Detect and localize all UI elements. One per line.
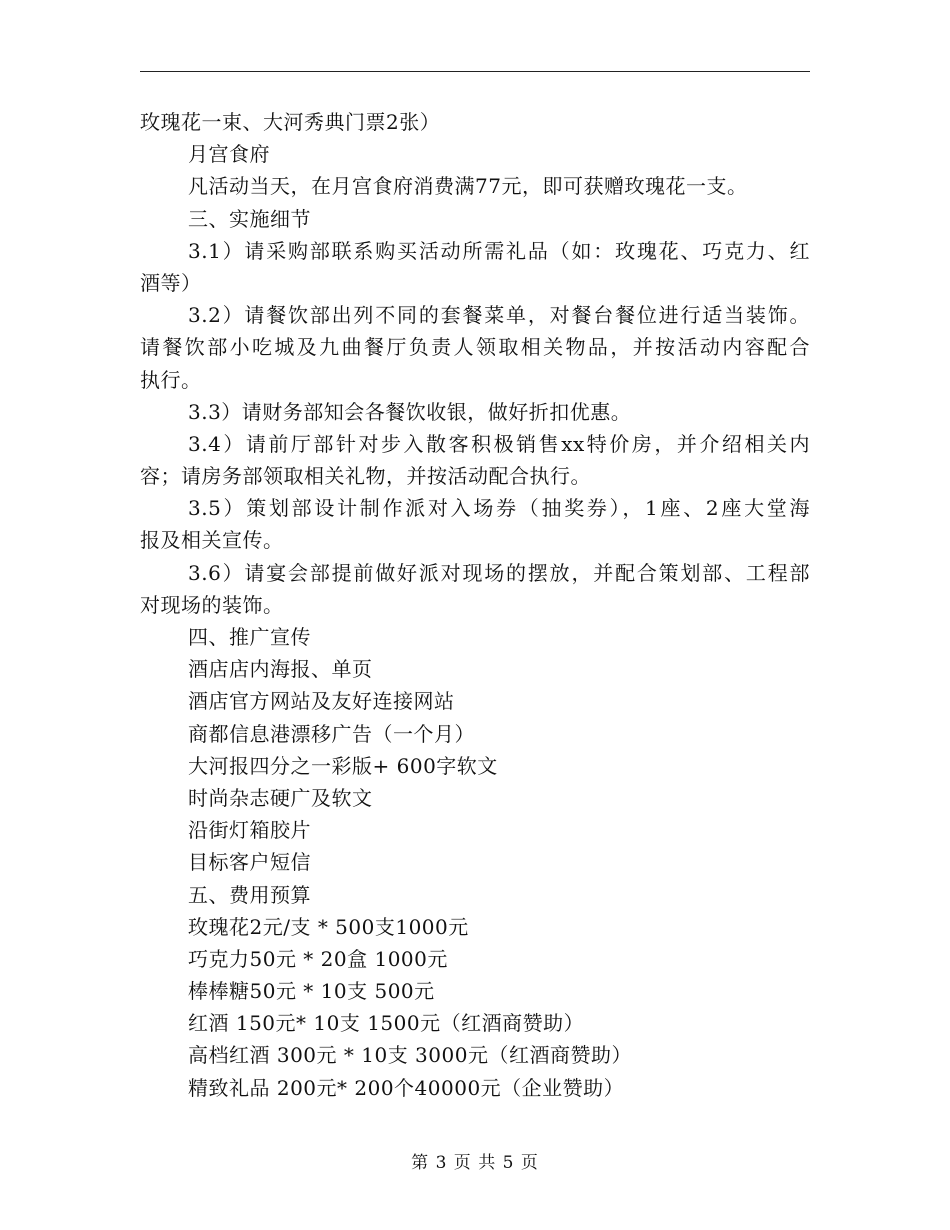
text-line: 3.2）请餐饮部出列不同的套餐菜单，对餐台餐位进行适当装饰。 [188,303,810,328]
text-line: 执行。 [140,367,202,392]
list-item: 目标客户短信 [188,850,311,875]
text-line: 容；请房务部领取相关礼物，并按活动配合执行。 [140,464,591,489]
text-line: 对现场的装饰。 [140,592,284,617]
text-line: 3.6）请宴会部提前做好派对现场的摆放，并配合策划部、工程部 [188,560,810,585]
list-item: 大河报四分之一彩版+ 600字软文 [188,753,498,778]
section-heading: 五、费用预算 [188,882,311,907]
list-item: 沿街灯箱胶片 [188,818,311,843]
list-item: 时尚杂志硬广及软文 [188,785,373,810]
budget-item: 精致礼品 200元* 200个40000元（企业赞助） [188,1075,625,1100]
text-line: 凡活动当天，在月宫食府消费满77元，即可获赠玫瑰花一支。 [188,174,748,199]
section-heading: 三、实施细节 [188,206,311,231]
budget-item: 高档红酒 300元 * 10支 3000元（红酒商赞助） [188,1043,632,1068]
text-line: 酒等） [140,270,202,295]
budget-item: 巧克力50元 * 20盒 1000元 [188,946,448,971]
text-line: 3.4）请前厅部针对步入散客积极销售xx特价房，并介绍相关内 [188,431,810,456]
budget-item: 棒棒糖50元 * 10支 500元 [188,979,435,1004]
list-item: 酒店官方网站及友好连接网站 [188,689,455,714]
budget-item: 玫瑰花2元/支 * 500支1000元 [188,914,469,939]
section-heading: 四、推广宣传 [188,625,311,649]
list-item: 酒店店内海报、单页 [188,657,373,682]
text-line: 报及相关宣传。 [140,528,284,553]
text-line: 月宫食府 [188,142,270,167]
list-item: 商都信息港漂移广告（一个月） [188,721,475,746]
document-body [140,106,810,1104]
text-line: 3.5）策划部设计制作派对入场券（抽奖券），1座、2座大堂海 [188,496,810,521]
text-line: 玫瑰花一束、大河秀典门票2张） [140,110,441,134]
page-number: 第 3 页 共 5 页 [411,1153,539,1173]
text-line: 3.1）请采购部联系购买活动所需礼品（如：玫瑰花、巧克力、红 [188,238,810,263]
budget-item: 红酒 150元* 10支 1500元（红酒商赞助） [188,1011,585,1036]
header-rule [140,71,810,72]
text-line: 3.3）请财务部知会各餐饮收银，做好折扣优惠。 [188,399,632,424]
text-line: 请餐饮部小吃城及九曲餐厅负责人领取相关物品，并按活动内容配合 [140,335,810,360]
